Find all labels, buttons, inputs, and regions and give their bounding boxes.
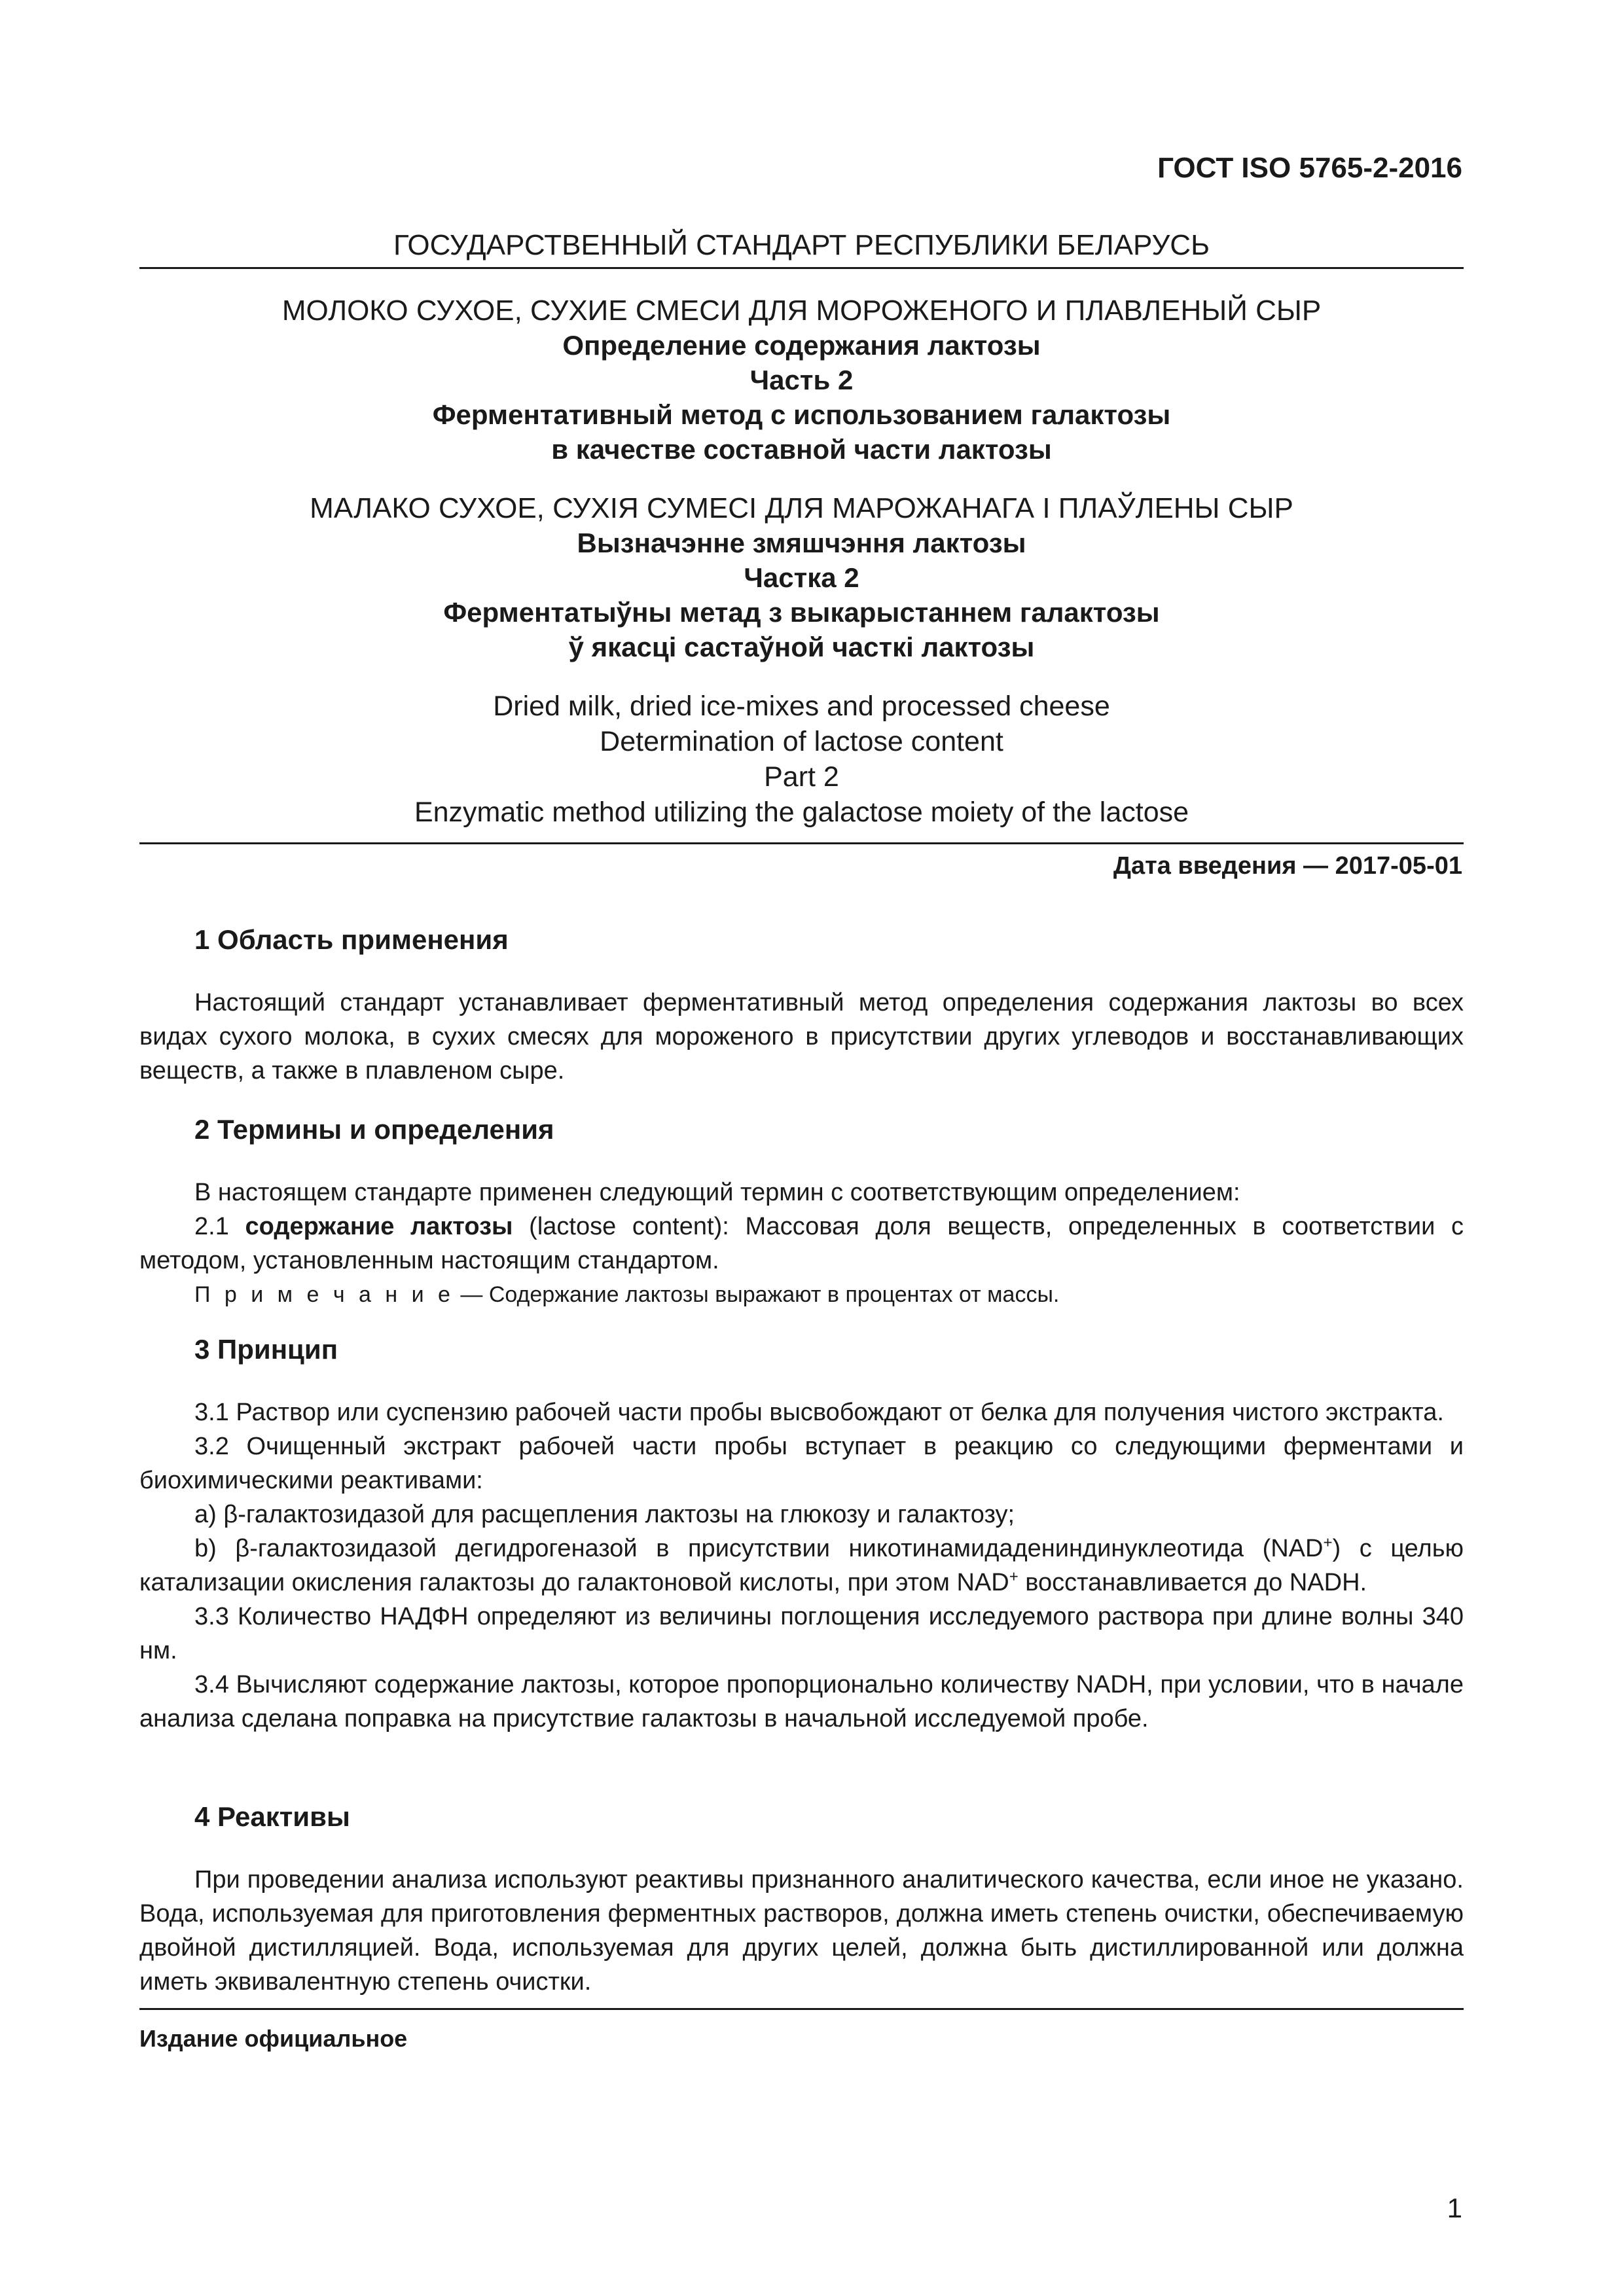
clause-3-2-b: [139, 1532, 1464, 1600]
clause-3-2-b-part3: восстанавливается до NADH.: [1018, 1569, 1367, 1596]
note: [139, 1278, 1464, 1312]
title-by-line4: ў якасці састаўной часткі лактозы: [568, 632, 1035, 662]
section-4-heading: 4 Реактивы: [194, 1801, 350, 1832]
clause-3-2: 3.2 Очищенный экстракт рабочей части пробы вступает в реакцию со следующими ферментами и биохимическими реактивами:: [139, 1433, 1464, 1494]
title-belarusian: [139, 491, 1464, 664]
title-en-line1: Dried мilk, dried ice-mixes and processed cheese: [493, 691, 1110, 722]
term-definition: [139, 1210, 1464, 1278]
section-4-paragraph: При проведении анализа используют реактивы признанного аналитического качества, если иное не указано. Вода, используемая для приготовления ферментных растворов, должна иметь степень очистки, обеспечиваемую двойной дистилляцией. Вода, используемая для других целей, должна быть дистиллированной или должна иметь эквивалентную степень очистки.: [139, 1866, 1464, 1996]
section-1-paragraph: Настоящий стандарт устанавливает ферментативный метод определения содержания лактозы во всех видах сухого молока, в сухих смесях для мороженого в присутствии других углеводов и восстанавливающих веществ, а также в плавленом сыре.: [139, 989, 1464, 1085]
document-code: ГОСТ ISO 5765-2-2016: [1157, 152, 1462, 184]
title-by-line2: Частка 2: [744, 562, 859, 593]
title-ru-line3: Ферментативный метод с использованием галактозы: [432, 399, 1171, 430]
clause-3-1: 3.1 Раствор или суспензию рабочей части пробы высвобождают от белка для получения чистого экстракта.: [194, 1399, 1444, 1426]
title-ru-line4: в качестве составной части лактозы: [551, 434, 1052, 465]
section-2-heading: 2 Термины и определения: [194, 1114, 554, 1145]
title-en-line4: Enzymatic method utilizing the galactose moiety of the lactose: [414, 797, 1189, 828]
term-name: содержание лактозы: [245, 1213, 513, 1240]
title-by-line3: Ферментатыўны метад з выкарыстаннем галактозы: [443, 597, 1160, 628]
title-ru-line2: Часть 2: [749, 365, 854, 395]
clause-3-2-b-part2: ) с целью катализации окисления галактозы до галактоновой кислоты, при этом NAD: [139, 1535, 1464, 1596]
clause-3-2-a: a) β-галактозидазой для расщепления лактозы на глюкозу и галактозу;: [194, 1501, 1015, 1528]
nad-superscript-1: +: [1323, 1534, 1333, 1552]
title-english: [139, 689, 1464, 830]
top-rule: [139, 267, 1464, 269]
title-bottom-rule: [139, 842, 1464, 844]
section-3-body: [139, 1395, 1464, 1736]
title-by-line1: Вызначэнне змяшчэння лактозы: [577, 528, 1026, 558]
nad-superscript-2: +: [1009, 1568, 1019, 1586]
title-russian: [139, 293, 1464, 467]
term-text: (lactose content): Массовая доля веществ, определенных в соответствии с методом, установленным настоящим стандартом.: [139, 1213, 1464, 1274]
section-3-heading: 3 Принцип: [194, 1334, 338, 1365]
page-number: 1: [1447, 2193, 1462, 2223]
title-ru-line1: Определение содержания лактозы: [562, 330, 1041, 361]
clause-3-2-b-part1: b) β-галактозидазой дегидрогеназой в присутствии никотинамидадениндинуклеотида (NAD: [194, 1535, 1324, 1562]
note-label: П р и м е ч а н и е: [194, 1282, 454, 1307]
section-1-heading: 1 Область применения: [194, 924, 509, 955]
section-4-body: [139, 1863, 1464, 1999]
note-text: — Содержание лактозы выражают в процентах от массы.: [454, 1282, 1060, 1307]
section-1-body: [139, 986, 1464, 1088]
official-edition-label: Издание официальное: [139, 2025, 408, 2052]
section-2-body: [139, 1175, 1464, 1312]
clause-3-3: 3.3 Количество НАДФН определяют из величины поглощения исследуемого раствора при длине волны 340 нм.: [139, 1603, 1464, 1664]
title-en-line3: Part 2: [764, 761, 839, 793]
clause-3-4: 3.4 Вычисляют содержание лактозы, которое пропорционально количеству NADH, при условии, что в начале анализа сделана поправка на присутствие галактозы в начальной исследуемой пробе.: [139, 1671, 1464, 1732]
footer-rule: [139, 2008, 1464, 2010]
title-en-line2: Determination of lactose content: [600, 726, 1003, 757]
title-ru-main: МОЛОКО СУХОЕ, СУХИЕ СМЕСИ ДЛЯ МОРОЖЕНОГО И ПЛАВЛЕНЫЙ СЫР: [281, 295, 1322, 327]
section-2-intro: В настоящем стандарте применен следующий термин с соответствующим определением:: [194, 1179, 1240, 1206]
introduction-date: Дата введения — 2017-05-01: [1113, 852, 1462, 880]
title-by-main: МАЛАКО СУХОЕ, СУХІЯ СУМЕСІ ДЛЯ МАРОЖАНАГА І ПЛАЎЛЕНЫ СЫР: [310, 492, 1293, 524]
standard-title: ГОСУДАРСТВЕННЫЙ СТАНДАРТ РЕСПУБЛИКИ БЕЛАРУСЬ: [393, 229, 1210, 261]
term-number: 2.1: [194, 1213, 245, 1240]
